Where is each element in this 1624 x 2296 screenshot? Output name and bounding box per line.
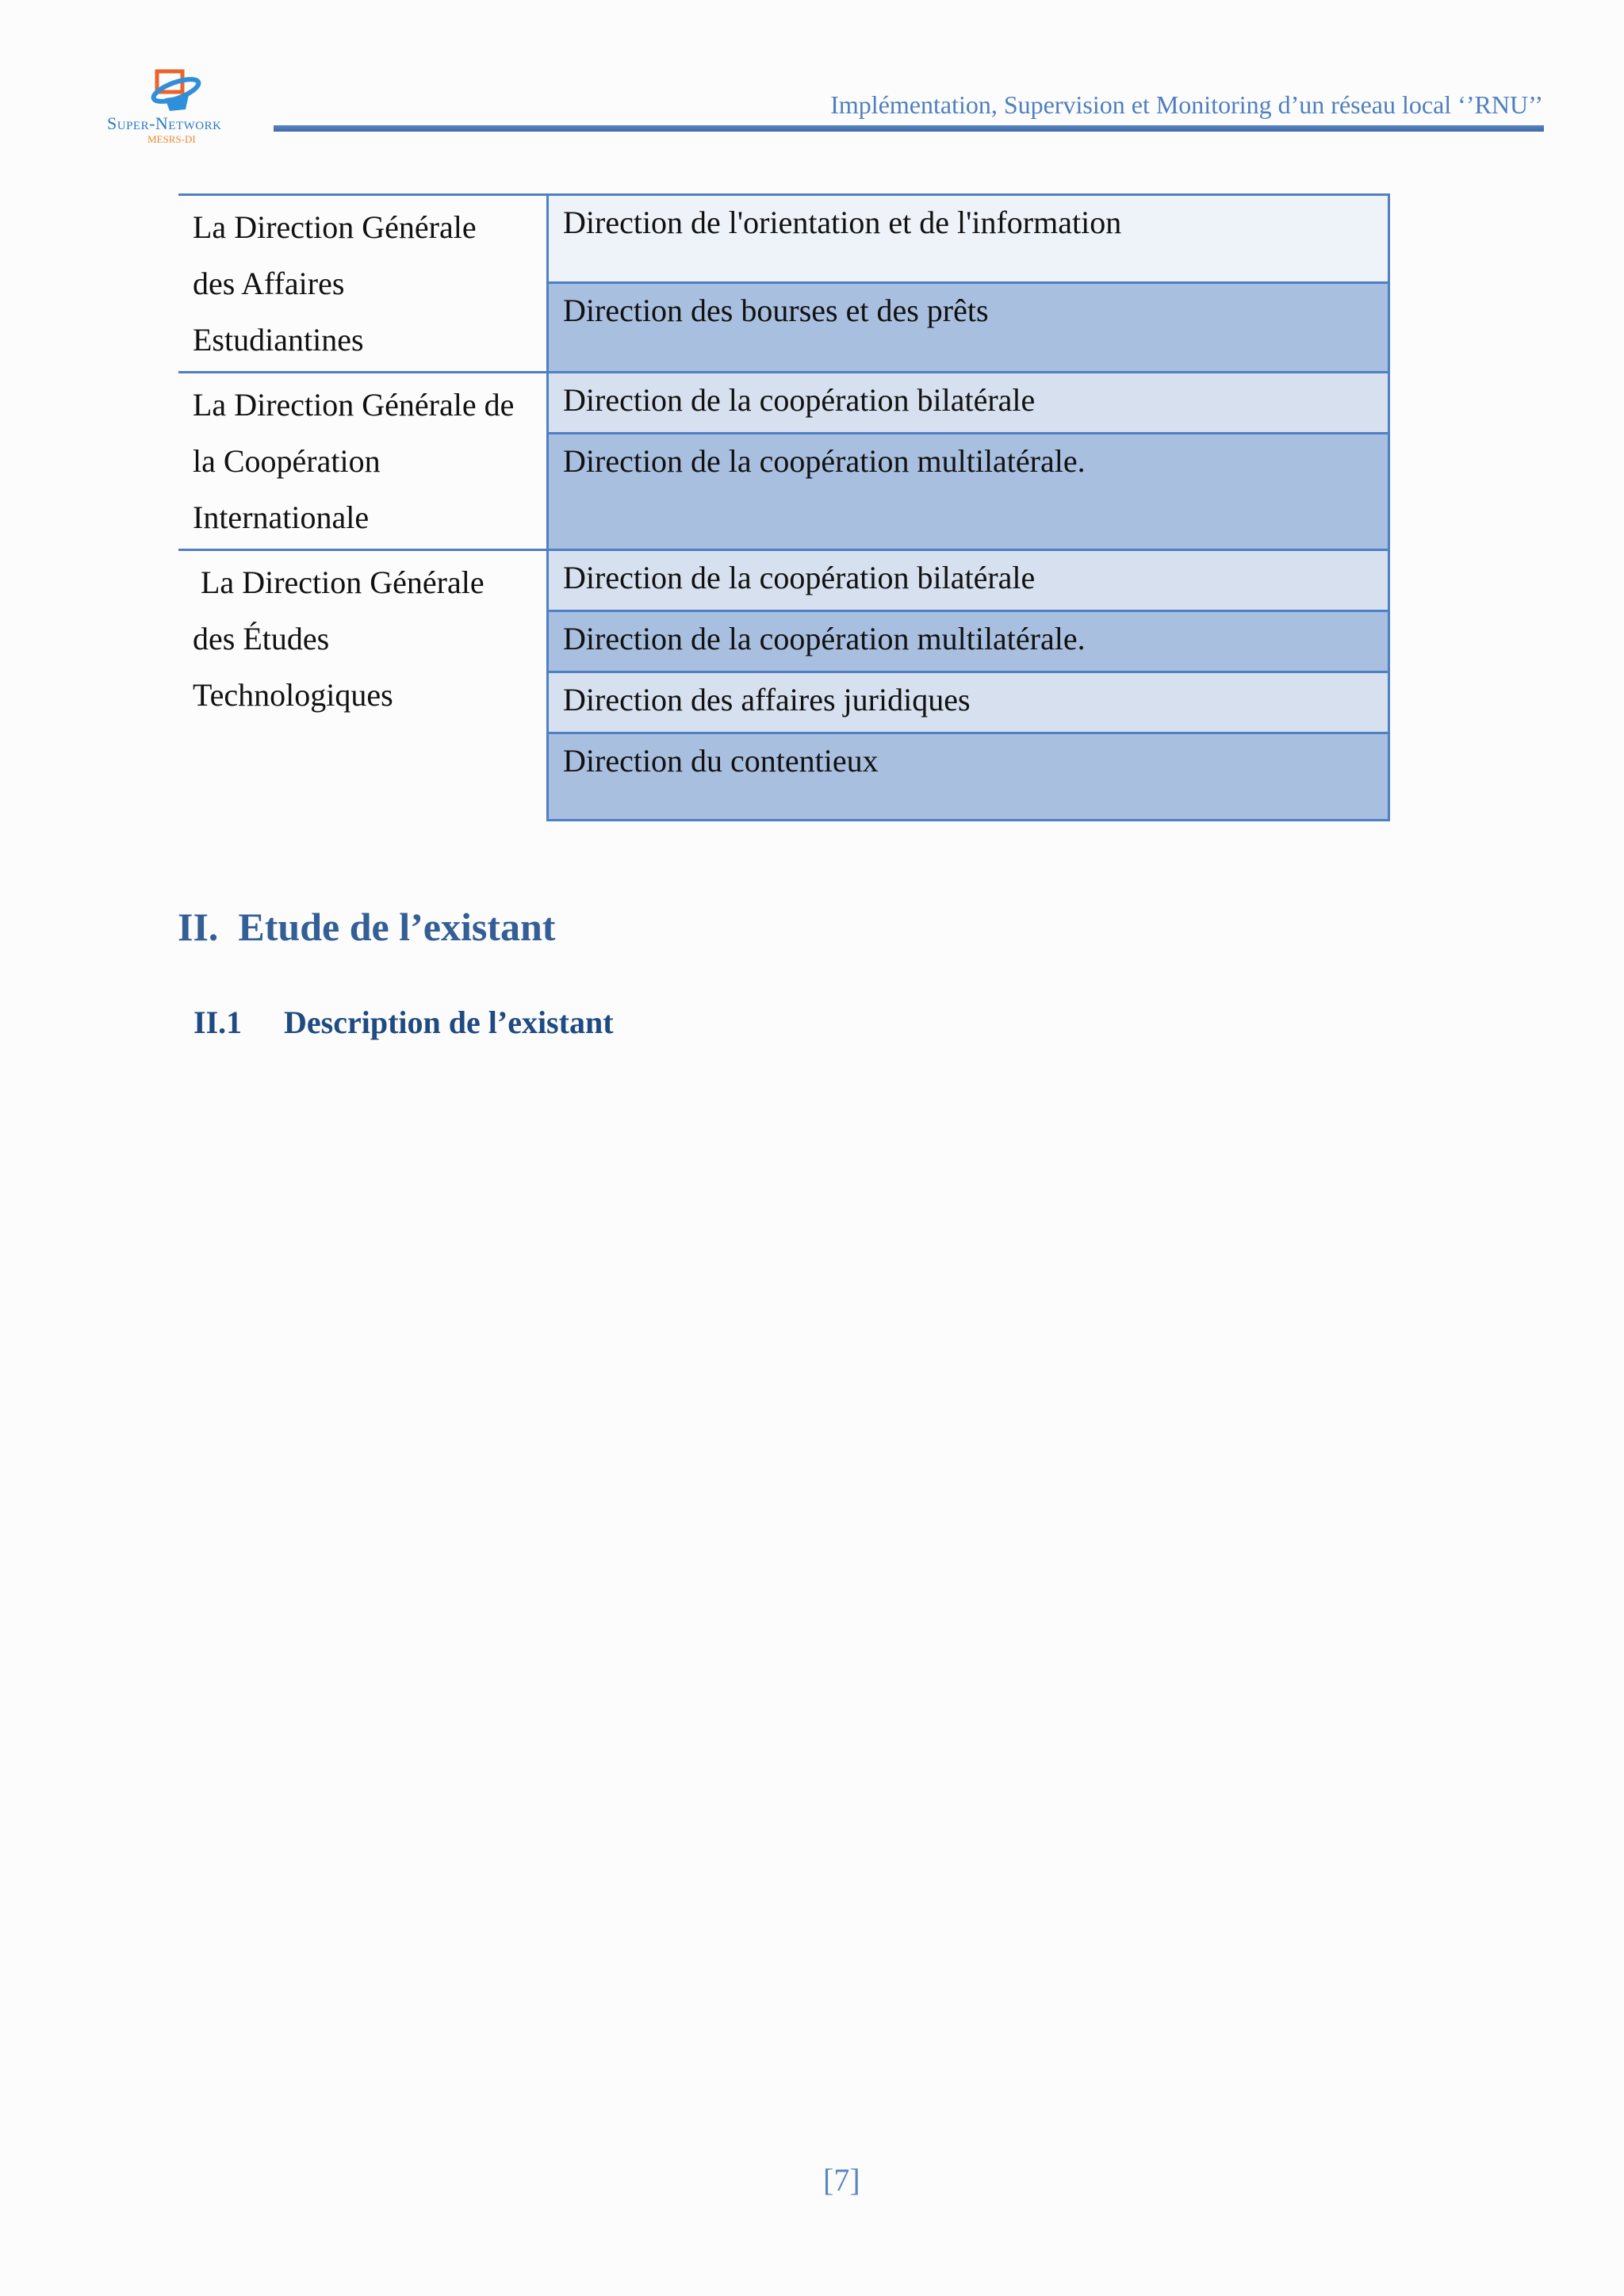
direction-cell: Direction des bourses et des prêts bbox=[548, 283, 1389, 373]
group-line: la Coopération bbox=[193, 443, 381, 479]
direction-cell: Direction de la coopération bilatérale bbox=[548, 373, 1389, 434]
subsection-number: II.1 bbox=[193, 1004, 243, 1040]
group-line: La Direction Générale bbox=[193, 209, 477, 245]
direction-cell: Direction de l'orientation et de l'information bbox=[548, 195, 1389, 283]
group-cell bbox=[178, 550, 548, 821]
group-cell bbox=[178, 195, 548, 373]
table-row bbox=[178, 550, 1389, 611]
direction-cell: Direction de la coopération multilatérale. bbox=[548, 611, 1389, 672]
direction-cell: Direction des affaires juridiques bbox=[548, 672, 1389, 733]
group-line: Technologiques bbox=[193, 677, 393, 713]
table-row bbox=[178, 373, 1389, 434]
group-line: des Affaires bbox=[193, 266, 345, 301]
page-number: [7] bbox=[823, 2162, 860, 2198]
direction-cell: Direction de la coopération bilatérale bbox=[548, 550, 1389, 611]
group-line: La Direction Générale bbox=[193, 564, 485, 600]
group-line: Estudiantines bbox=[193, 322, 364, 358]
section-heading: II. Etude de l’existant bbox=[178, 905, 556, 949]
group-cell bbox=[178, 373, 548, 550]
logo-text: Super-Network bbox=[107, 113, 222, 133]
running-header-title: Implémentation, Supervision et Monitoring d’un réseau local ‘’RNU’’ bbox=[830, 90, 1543, 119]
group-line: La Direction Générale de bbox=[193, 387, 515, 423]
group-line: Internationale bbox=[193, 499, 370, 535]
logo-subtext: MESRS-DI bbox=[147, 133, 196, 145]
subsection-title: Description de l’existant bbox=[284, 1004, 614, 1040]
header-rule bbox=[274, 125, 1544, 132]
table-row bbox=[178, 195, 1389, 283]
direction-cell: Direction du contentieux bbox=[548, 733, 1389, 821]
direction-cell: Direction de la coopération multilatérale. bbox=[548, 434, 1389, 550]
subsection-heading bbox=[193, 1004, 614, 1041]
group-line: des Études bbox=[193, 621, 330, 656]
directions-table bbox=[178, 193, 1390, 821]
